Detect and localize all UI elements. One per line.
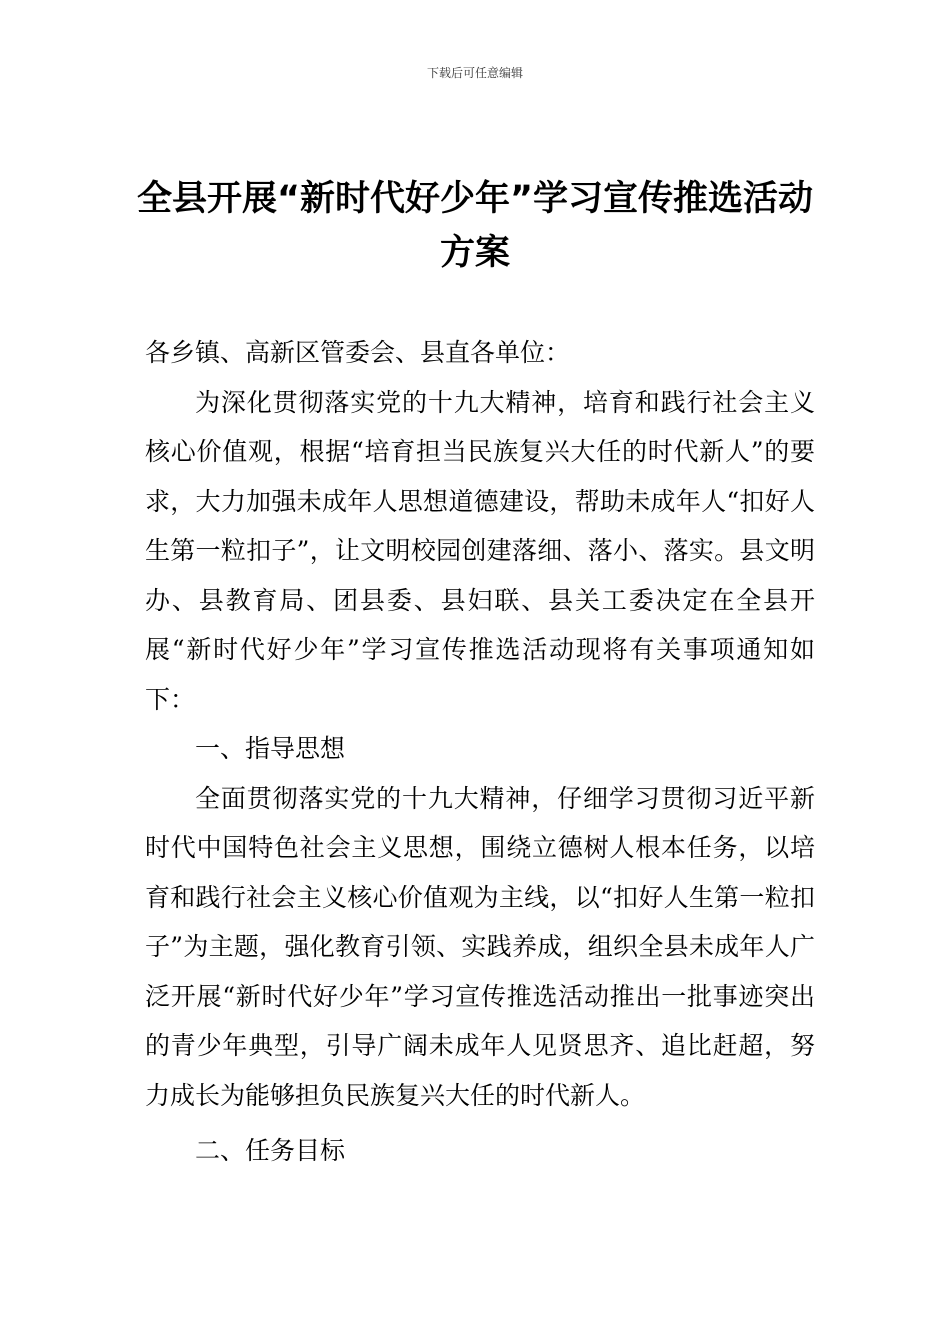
section-heading-guiding-thought: 一、指导思想 [195,734,346,763]
guiding-thought-paragraph: 全面贯彻落实党的十九大精神，仔细学习贯彻习近平新时代中国特色社会主义思想，围绕立德树人根本任务，以培育和践行社会主义核心价值观为主线，以“扣好人生第一粒扣子”为主题，强化教育引领、实践养成，组织全县未成年人广泛开展“新时代好少年”学习宣传推选活动推出一批事迹突出的青少年典型，引导广阔未成年人见贤思齐、追比赶超，努力成长为能够担负民族复兴大任的时代新人。 [145,783,815,1110]
document-body [145,328,815,1176]
page-header-note: 下载后可任意编辑 [426,66,523,80]
intro-paragraph: 为深化贯彻落实党的十九大精神，培育和践行社会主义核心价值观，根据“培育担当民族复兴大任的时代新人”的要求，大力加强未成年人思想道德建设，帮助未成年人“扣好人生第一粒扣子”，让文明校园创建落细、落小、落实。县文明办、县教育局、团县委、县妇联、县关工委决定在全县开展“新时代好少年”学习宣传推选活动现将有关事项通知如下： [145,387,815,714]
salutation: 各乡镇、高新区管委会、县直各单位： [145,338,571,367]
document-title: 全县开展“新时代好少年”学习宣传推选活动方案 [136,179,813,273]
section-heading-task-goals: 二、任务目标 [195,1136,346,1165]
